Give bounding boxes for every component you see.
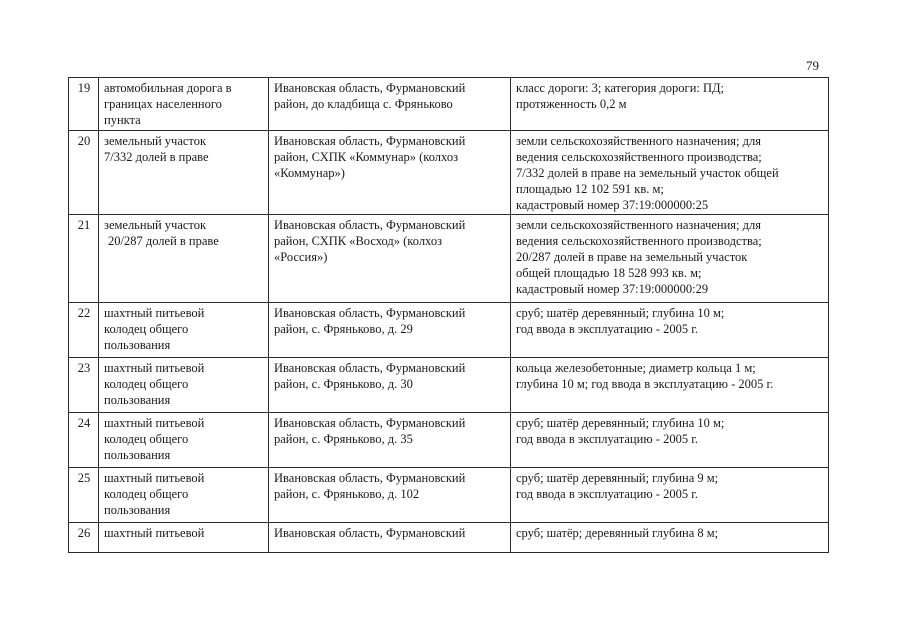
cell-text-line: шахтный питьевой: [104, 416, 205, 430]
cell-text-line: Ивановская область, Фурмановский: [274, 471, 466, 485]
table-row: [69, 523, 829, 553]
cell-text-line: год ввода в эксплуатацию - 2005 г.: [516, 322, 699, 336]
cell-text-line: класс дороги: 3; категория дороги: ПД;: [516, 81, 725, 95]
cell-text-line: кольца железобетонные; диаметр кольца 1 м;: [516, 361, 756, 375]
address-cell: [269, 303, 511, 358]
object-name-cell: [99, 303, 269, 358]
cell-text-line: 7/332 долей в праве: [104, 150, 209, 164]
row-number: 20: [69, 131, 99, 215]
cell-text-line: район, с. Фряньково, д. 29: [274, 322, 413, 336]
address-cell: [269, 78, 511, 131]
property-registry-table: [68, 77, 829, 553]
cell-text-line: район, СХПК «Восход» (колхоз: [274, 234, 443, 248]
cell-text-line: шахтный питьевой: [104, 306, 205, 320]
cell-text-line: Ивановская область, Фурмановский: [274, 134, 466, 148]
cell-text-line: Ивановская область, Фурмановский: [274, 526, 466, 540]
row-number: 25: [69, 468, 99, 523]
table-row: [69, 215, 829, 303]
description-cell: [511, 131, 829, 215]
cell-text-line: район, с. Фряньково, д. 30: [274, 377, 413, 391]
cell-text-line: земли сельскохозяйственного назначения; для: [516, 134, 761, 148]
cell-text-line: глубина 10 м; год ввода в эксплуатацию - 2005 г.: [516, 377, 774, 391]
cell-text-line: пользования: [104, 448, 171, 462]
table-row: [69, 358, 829, 413]
cell-text-line: кадастровый номер 37:19:000000:29: [516, 282, 709, 296]
address-cell: [269, 215, 511, 303]
cell-text-line: шахтный питьевой: [104, 471, 205, 485]
address-cell: [269, 523, 511, 553]
cell-text-line: пользования: [104, 393, 171, 407]
address-cell: [269, 468, 511, 523]
row-number: 22: [69, 303, 99, 358]
cell-text-line: пользования: [104, 503, 171, 517]
object-name-cell: [99, 413, 269, 468]
cell-text-line: шахтный питьевой: [104, 526, 205, 540]
object-name-cell: [99, 358, 269, 413]
cell-text-line: сруб; шатёр деревянный; глубина 10 м;: [516, 416, 725, 430]
cell-text-line: Ивановская область, Фурмановский: [274, 81, 466, 95]
cell-text-line: пользования: [104, 338, 171, 352]
description-cell: [511, 413, 829, 468]
row-number: 26: [69, 523, 99, 553]
cell-text-line: сруб; шатёр деревянный; глубина 9 м;: [516, 471, 719, 485]
cell-text-line: «Коммунар»): [274, 166, 345, 180]
description-cell: [511, 303, 829, 358]
cell-text-line: автомобильная дорога в: [104, 81, 232, 95]
cell-text-line: Ивановская область, Фурмановский: [274, 416, 466, 430]
object-name-cell: [99, 78, 269, 131]
row-number: 21: [69, 215, 99, 303]
cell-text-line: Ивановская область, Фурмановский: [274, 361, 466, 375]
cell-text-line: кадастровый номер 37:19:000000:25: [516, 198, 709, 212]
object-name-cell: [99, 523, 269, 553]
table-row: [69, 131, 829, 215]
cell-text-line: год ввода в эксплуатацию - 2005 г.: [516, 487, 699, 501]
object-name-cell: [99, 215, 269, 303]
cell-text-line: 20/287 долей в праве на земельный участок: [516, 250, 748, 264]
page-number: 79: [806, 58, 819, 73]
description-cell: [511, 468, 829, 523]
object-name-cell: [99, 468, 269, 523]
cell-text-line: колодец общего: [104, 487, 189, 501]
address-cell: [269, 358, 511, 413]
cell-text-line: шахтный питьевой: [104, 361, 205, 375]
cell-text-line: границах населенного: [104, 97, 222, 111]
cell-text-line: район, с. Фряньково, д. 35: [274, 432, 413, 446]
cell-text-line: колодец общего: [104, 322, 189, 336]
cell-text-line: 20/287 долей в праве: [108, 234, 219, 248]
address-cell: [269, 413, 511, 468]
cell-text-line: ведения сельскохозяйственного производства;: [516, 234, 762, 248]
row-number: 24: [69, 413, 99, 468]
row-number: 23: [69, 358, 99, 413]
description-cell: [511, 78, 829, 131]
cell-text-line: район, СХПК «Коммунар» (колхоз: [274, 150, 459, 164]
table-row: [69, 78, 829, 131]
address-cell: [269, 131, 511, 215]
cell-text-line: «Россия»): [274, 250, 328, 264]
cell-text-line: колодец общего: [104, 377, 189, 391]
cell-text-line: площадью 12 102 591 кв. м;: [516, 182, 664, 196]
cell-text-line: год ввода в эксплуатацию - 2005 г.: [516, 432, 699, 446]
table-row: [69, 413, 829, 468]
cell-text-line: Ивановская область, Фурмановский: [274, 306, 466, 320]
cell-text-line: пункта: [104, 113, 141, 127]
description-cell: [511, 358, 829, 413]
table-row: [69, 303, 829, 358]
cell-text-line: Ивановская область, Фурмановский: [274, 218, 466, 232]
cell-text-line: общей площадью 18 528 993 кв. м;: [516, 266, 702, 280]
cell-text-line: ведения сельскохозяйственного производства;: [516, 150, 762, 164]
cell-text-line: район, с. Фряньково, д. 102: [274, 487, 420, 501]
cell-text-line: колодец общего: [104, 432, 189, 446]
row-number: 19: [69, 78, 99, 131]
cell-text-line: земли сельскохозяйственного назначения; для: [516, 218, 761, 232]
cell-text-line: протяженность 0,2 м: [516, 97, 627, 111]
cell-text-line: земельный участок: [104, 218, 207, 232]
description-cell: [511, 215, 829, 303]
cell-text-line: земельный участок: [104, 134, 207, 148]
description-cell: [511, 523, 829, 553]
cell-text-line: 7/332 долей в праве на земельный участок общей: [516, 166, 779, 180]
cell-text-line: сруб; шатёр деревянный; глубина 10 м;: [516, 306, 725, 320]
cell-text-line: район, до кладбища с. Фряньково: [274, 97, 453, 111]
cell-text-line: сруб; шатёр; деревянный глубина 8 м;: [516, 526, 719, 540]
table-row: [69, 468, 829, 523]
object-name-cell: [99, 131, 269, 215]
